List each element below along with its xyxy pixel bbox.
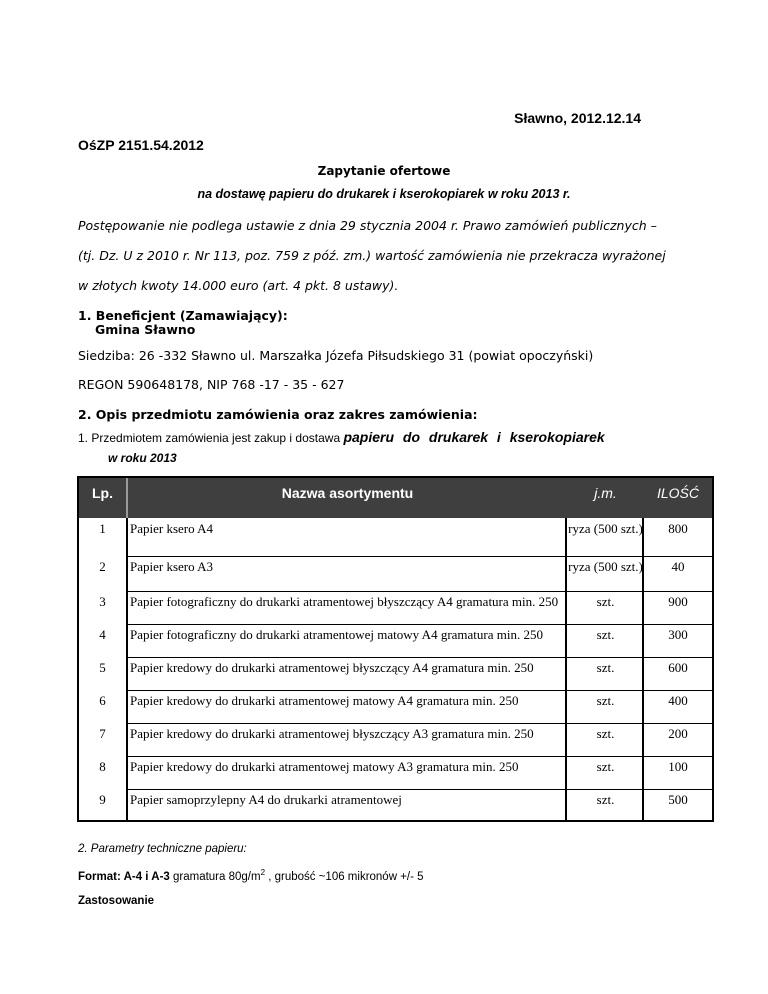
cell-jm: szt. xyxy=(596,792,615,807)
format-rest: , grubość ~106 mikronów +/- 5 xyxy=(265,870,424,883)
cell-name: Papier fotograficzny do drukarki atramentowej błyszczący A4 gramatura min. 250 xyxy=(130,594,559,609)
cell-name: Papier ksero A4 xyxy=(130,521,214,536)
section-2-intro xyxy=(78,429,605,445)
row-divider xyxy=(128,756,712,757)
cell-jm: szt. xyxy=(596,594,615,609)
section-2-intro-line-2: w roku 2013 xyxy=(108,451,177,465)
header-qty: ILOŚĆ xyxy=(656,485,699,501)
row-divider xyxy=(128,591,712,592)
row-divider xyxy=(128,556,712,557)
cell-qty: 600 xyxy=(668,660,688,675)
section-2-heading: 2. Opis przedmiotu zamówienia oraz zakres zamówienia: xyxy=(78,407,478,422)
cell-lp: 8 xyxy=(99,759,106,774)
header-jm: j.m. xyxy=(594,485,617,501)
cell-jm: ryza (500 szt.) xyxy=(568,559,643,574)
cell-lp: 5 xyxy=(99,660,106,675)
cell-jm: szt. xyxy=(596,726,615,741)
cell-qty: 300 xyxy=(668,627,688,642)
row-divider xyxy=(128,690,712,691)
document-title: Zapytanie ofertowe xyxy=(317,164,451,178)
cell-lp: 1 xyxy=(99,521,106,536)
intro-prefix: 1. Przedmiotem zamówienia jest zakup i dostawa xyxy=(78,431,344,445)
header-lp: Lp. xyxy=(92,485,113,501)
cell-lp: 7 xyxy=(99,726,106,741)
cell-lp: 9 xyxy=(99,792,106,807)
cell-qty: 900 xyxy=(668,594,688,609)
row-divider xyxy=(128,789,712,790)
legal-note-line-1: Postępowanie nie podlega ustawie z dnia 29 stycznia 2004 r. Prawo zamówień publicznych – xyxy=(78,218,657,233)
cell-name: Papier samoprzylepny A4 do drukarki atramentowej xyxy=(130,792,402,807)
cell-name: Papier kredowy do drukarki atramentowej błyszczący A4 gramatura min. 250 xyxy=(130,660,534,675)
format-label: Format: A-4 i A-3 xyxy=(78,870,170,883)
cell-lp: 6 xyxy=(99,693,106,708)
table-header xyxy=(79,478,712,518)
legal-note-line-2: (tj. Dz. U z 2010 r. Nr 113, poz. 759 z póź. zm.) wartość zamówienia nie przekracza wyrażonej xyxy=(78,248,666,263)
cell-lp: 3 xyxy=(99,594,106,609)
cell-name: Papier fotograficzny do drukarki atramentowej matowy A4 gramatura min. 250 xyxy=(130,627,543,642)
format-line xyxy=(78,868,424,883)
cell-name: Papier kredowy do drukarki atramentowej błyszczący A3 gramatura min. 250 xyxy=(130,726,534,741)
cell-name: Papier kredowy do drukarki atramentowej matowy A4 gramatura min. 250 xyxy=(130,693,519,708)
row-divider xyxy=(128,657,712,658)
cell-jm: szt. xyxy=(596,627,615,642)
cell-qty: 500 xyxy=(668,792,688,807)
cell-jm: ryza (500 szt.) xyxy=(568,521,643,536)
header-name: Nazwa asortymentu xyxy=(281,485,414,501)
items-table xyxy=(77,476,714,822)
beneficiary-address: Siedziba: 26 -332 Sławno ul. Marszałka Józefa Piłsudskiego 31 (powiat opoczyński) xyxy=(78,348,594,363)
cell-qty: 400 xyxy=(668,693,688,708)
row-divider xyxy=(128,723,712,724)
usage-heading: Zastosowanie xyxy=(78,895,155,907)
cell-jm: szt. xyxy=(596,693,615,708)
beneficiary-name: Gmina Sławno xyxy=(95,322,196,337)
params-heading: 2. Parametry techniczne papieru: xyxy=(78,843,247,855)
document-subtitle: na dostawę papieru do drukarek i kserokopiarek w roku 2013 r. xyxy=(197,187,571,201)
beneficiary-ids: REGON 590648178, NIP 768 -17 - 35 - 627 xyxy=(78,377,345,392)
cell-jm: szt. xyxy=(596,660,615,675)
cell-name: Papier ksero A3 xyxy=(130,559,214,574)
cell-qty: 100 xyxy=(668,759,688,774)
cell-name: Papier kredowy do drukarki atramentowej matowy A3 gramatura min. 250 xyxy=(130,759,519,774)
cell-qty: 200 xyxy=(668,726,688,741)
format-superscript: 2 xyxy=(260,868,266,877)
cell-lp: 4 xyxy=(99,627,106,642)
header-divider xyxy=(126,478,128,518)
column-divider-lp xyxy=(126,518,128,820)
section-1-heading: 1. Beneficjent (Zamawiający): xyxy=(78,308,288,323)
reference-number: OśZP 2151.54.2012 xyxy=(78,137,204,153)
cell-qty: 40 xyxy=(671,559,685,574)
row-divider xyxy=(128,624,712,625)
cell-jm: szt. xyxy=(596,759,615,774)
format-text: gramatura 80g/m xyxy=(169,870,261,883)
cell-lp: 2 xyxy=(99,559,106,574)
place-date: Sławno, 2012.12.14 xyxy=(514,110,641,126)
legal-note-line-3: w złotych kwoty 14.000 euro (art. 4 pkt. 8 ustawy). xyxy=(78,278,399,293)
intro-highlight: papieru do drukarek i kserokopiarek xyxy=(343,429,605,445)
cell-qty: 800 xyxy=(668,521,688,536)
